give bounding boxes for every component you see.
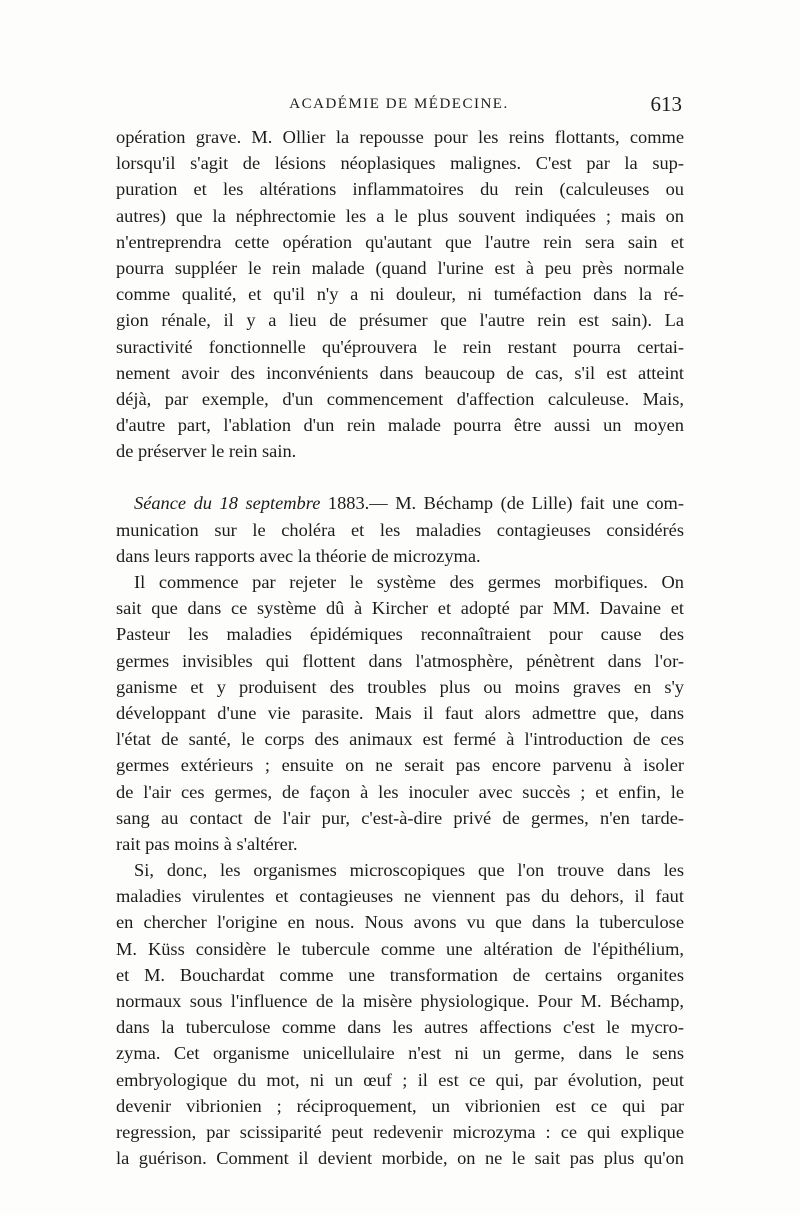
- text-line: normaux sous l'influence de la misère physiologique. Pour M. Béchamp,: [116, 991, 684, 1011]
- text-line: de préserver le rein sain.: [116, 441, 297, 462]
- paragraph-seance: [116, 490, 684, 569]
- body-text: [116, 124, 684, 1171]
- text-line: développant d'une vie parasite. Mais il faut alors admettre que, dans: [116, 702, 684, 723]
- text-line: déjà, par exemple, d'un commencement d'affection calculeuse. Mais,: [116, 388, 684, 409]
- text-line: pourra suppléer le rein malade (quand l'urine est à peu près normale: [116, 257, 684, 278]
- text-line: germes extérieurs ; ensuite on ne serait pas encore parvenu à isoler: [116, 755, 684, 776]
- seance-date: Séance du 18 septembre: [134, 493, 321, 514]
- text-line: Il commence par rejeter le système des germes morbifiques. On: [134, 572, 684, 592]
- running-head: [116, 92, 682, 122]
- text-line: lorsqu'il s'agit de lésions néoplasiques malignes. C'est par la sup-: [116, 153, 684, 174]
- text-line: puration et les altérations inflammatoires du rein (calculeuses ou: [116, 179, 684, 200]
- text-line: sait que dans ce système dû à Kircher et adopté par MM. Davaine et: [116, 598, 684, 619]
- paragraph-germ-theory: [116, 569, 684, 857]
- text-line: munication sur le choléra et les maladies contagieuses considérés: [116, 519, 684, 540]
- text-line: autres) que la néphrectomie les a le plus souvent indiquées ; mais on: [116, 205, 684, 226]
- text-line: maladies virulentes et contagieuses ne viennent pas du dehors, il faut: [116, 886, 684, 907]
- text-line: germes invisibles qui flottent dans l'atmosphère, pénètrent dans l'or-: [116, 650, 684, 671]
- text-line: sang au contact de l'air pur, c'est-à-dire privé de germes, n'en tarde-: [116, 807, 684, 828]
- text-line: embryologique du mot, ni un œuf ; il est ce qui, par évolution, peut: [116, 1069, 684, 1090]
- text-line: comme qualité, et qu'il n'y a ni douleur, ni tuméfaction dans la ré-: [116, 284, 684, 305]
- seance-heading-line: [116, 490, 684, 516]
- text-line: gion rénale, il y a lieu de présumer que l'autre rein est sain). La: [116, 310, 684, 331]
- text-line: n'entreprendra cette opération qu'autant que l'autre rein sera sain et: [116, 231, 684, 252]
- text-line: la guérison. Comment il devient morbide, on ne le sait pas plus qu'on: [116, 1148, 684, 1169]
- text-line: et M. Bouchardat comme une transformation de certains organites: [116, 964, 684, 985]
- text-line: Pasteur les maladies épidémiques reconnaîtraient pour cause des: [116, 624, 684, 645]
- page-number: 613: [650, 92, 682, 116]
- text-line: regression, par scissiparité peut redevenir microzyma : ce qui explique: [116, 1121, 684, 1142]
- text-line: suractivité fonctionnelle qu'éprouvera le rein restant pourra certai-: [116, 336, 684, 357]
- seance-heading-text: 1883.— M. Béchamp (de Lille) fait une com-: [320, 493, 684, 514]
- text-line: M. Küss considère le tubercule comme une altération de l'épithélium,: [116, 938, 684, 959]
- section-gap: [116, 464, 684, 490]
- paragraph-microzyma: [116, 857, 684, 1171]
- text-line: de l'air ces germes, de façon à les inoculer avec succès ; et enfin, le: [116, 781, 684, 802]
- text-line: opération grave. M. Ollier la repousse pour les reins flottants, comme: [116, 127, 684, 147]
- text-line: devenir vibrionien ; réciproquement, un vibrionien est ce qui par: [116, 1095, 684, 1116]
- text-line: rait pas moins à s'altérer.: [116, 833, 298, 854]
- text-line: d'autre part, l'ablation d'un rein malade pourra être aussi un moyen: [116, 415, 684, 436]
- text-line: ganisme et y produisent des troubles plus ou moins graves en s'y: [116, 676, 684, 697]
- text-line: l'état de santé, le corps des animaux est fermé à l'introduction de ces: [116, 729, 684, 750]
- text-line: en chercher l'origine en nous. Nous avons vu que dans la tuberculose: [116, 912, 684, 933]
- running-title: ACADÉMIE DE MÉDECINE.: [289, 96, 509, 112]
- text-line: dans leurs rapports avec la théorie de microzyma.: [116, 545, 481, 566]
- text-line: dans la tuberculose comme dans les autres affections c'est le mycro-: [116, 1017, 684, 1038]
- paragraph-nephrectomy: [116, 124, 684, 464]
- text-line: nement avoir des inconvénients dans beaucoup de cas, s'il est atteint: [116, 362, 684, 383]
- text-line: Si, donc, les organismes microscopiques que l'on trouve dans les: [134, 860, 684, 881]
- text-line: zyma. Cet organisme unicellulaire n'est ni un germe, dans le sens: [116, 1043, 684, 1064]
